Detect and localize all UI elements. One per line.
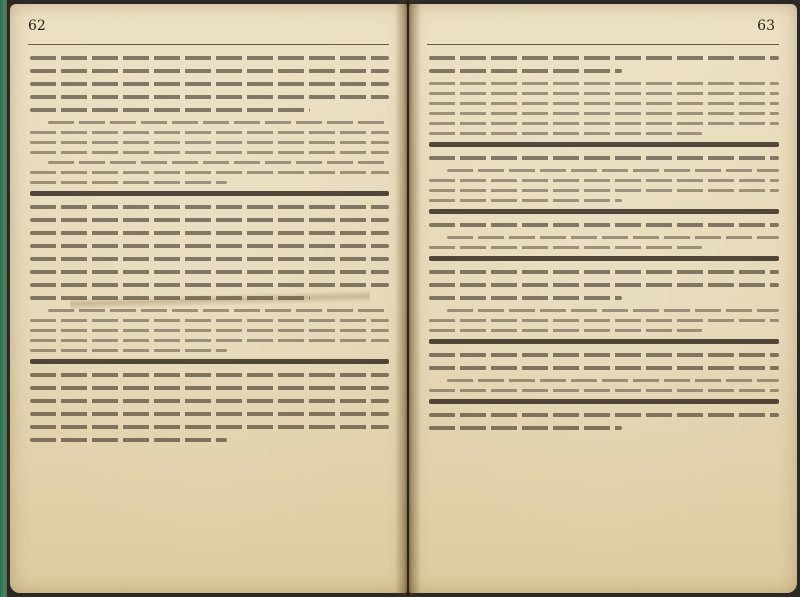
note-line xyxy=(447,379,779,382)
text-line xyxy=(429,353,779,357)
left-running-head xyxy=(10,18,407,40)
left-head-rule xyxy=(28,44,389,45)
text-line xyxy=(30,205,389,209)
entry-line xyxy=(30,359,389,364)
note-line xyxy=(30,131,389,134)
text-line xyxy=(429,223,779,227)
note-line xyxy=(30,181,227,184)
text-line xyxy=(30,412,389,416)
note-line xyxy=(429,82,779,85)
text-line xyxy=(429,366,779,370)
note-line xyxy=(48,161,389,164)
note-line xyxy=(30,171,389,174)
text-line xyxy=(30,386,389,390)
text-line xyxy=(30,95,389,99)
note-line xyxy=(30,151,389,154)
note-line xyxy=(30,349,227,352)
note-line xyxy=(429,329,702,332)
text-line xyxy=(30,296,310,300)
right-text-block xyxy=(429,56,779,577)
right-page-number: 63 xyxy=(757,18,775,34)
note-line xyxy=(429,189,779,192)
text-line xyxy=(30,69,389,73)
text-line xyxy=(30,283,389,287)
text-line xyxy=(429,270,779,274)
text-line xyxy=(429,283,779,287)
text-line xyxy=(30,231,389,235)
note-line xyxy=(429,179,779,182)
right-page xyxy=(409,4,797,593)
note-line xyxy=(447,309,779,312)
note-line xyxy=(30,319,389,322)
right-running-head xyxy=(409,18,797,40)
text-line xyxy=(30,82,389,86)
text-line xyxy=(429,56,779,60)
text-line xyxy=(429,413,779,417)
note-line xyxy=(429,102,779,105)
text-line xyxy=(30,399,389,403)
note-line xyxy=(429,112,779,115)
entry-line xyxy=(429,256,779,261)
entry-line xyxy=(429,209,779,214)
text-line xyxy=(429,69,622,73)
left-page-number: 62 xyxy=(28,18,46,34)
right-head-rule xyxy=(427,44,779,45)
green-page-edge xyxy=(0,0,7,597)
note-line xyxy=(429,92,779,95)
entry-line xyxy=(30,191,389,196)
text-line xyxy=(429,156,779,160)
note-line xyxy=(429,132,702,135)
open-book-spread xyxy=(7,0,800,597)
text-line xyxy=(429,426,622,430)
left-page xyxy=(10,4,407,593)
entry-line xyxy=(429,142,779,147)
note-line xyxy=(30,329,389,332)
note-line xyxy=(429,389,779,392)
entry-line xyxy=(429,399,779,404)
note-line xyxy=(447,236,779,239)
note-line xyxy=(429,246,702,249)
text-line xyxy=(30,218,389,222)
left-text-block xyxy=(30,56,389,577)
text-line xyxy=(30,244,389,248)
note-line xyxy=(429,319,779,322)
entry-line xyxy=(429,339,779,344)
note-line xyxy=(429,199,622,202)
text-line xyxy=(30,257,389,261)
text-line xyxy=(30,373,389,377)
note-line xyxy=(48,309,389,312)
text-line xyxy=(30,108,310,112)
text-line xyxy=(30,425,389,429)
note-line xyxy=(30,339,389,342)
note-line xyxy=(30,141,389,144)
text-line xyxy=(30,56,389,60)
text-line xyxy=(429,296,622,300)
note-line xyxy=(429,122,779,125)
note-line xyxy=(447,169,779,172)
text-line xyxy=(30,270,389,274)
text-line xyxy=(30,438,227,442)
note-line xyxy=(48,121,389,124)
